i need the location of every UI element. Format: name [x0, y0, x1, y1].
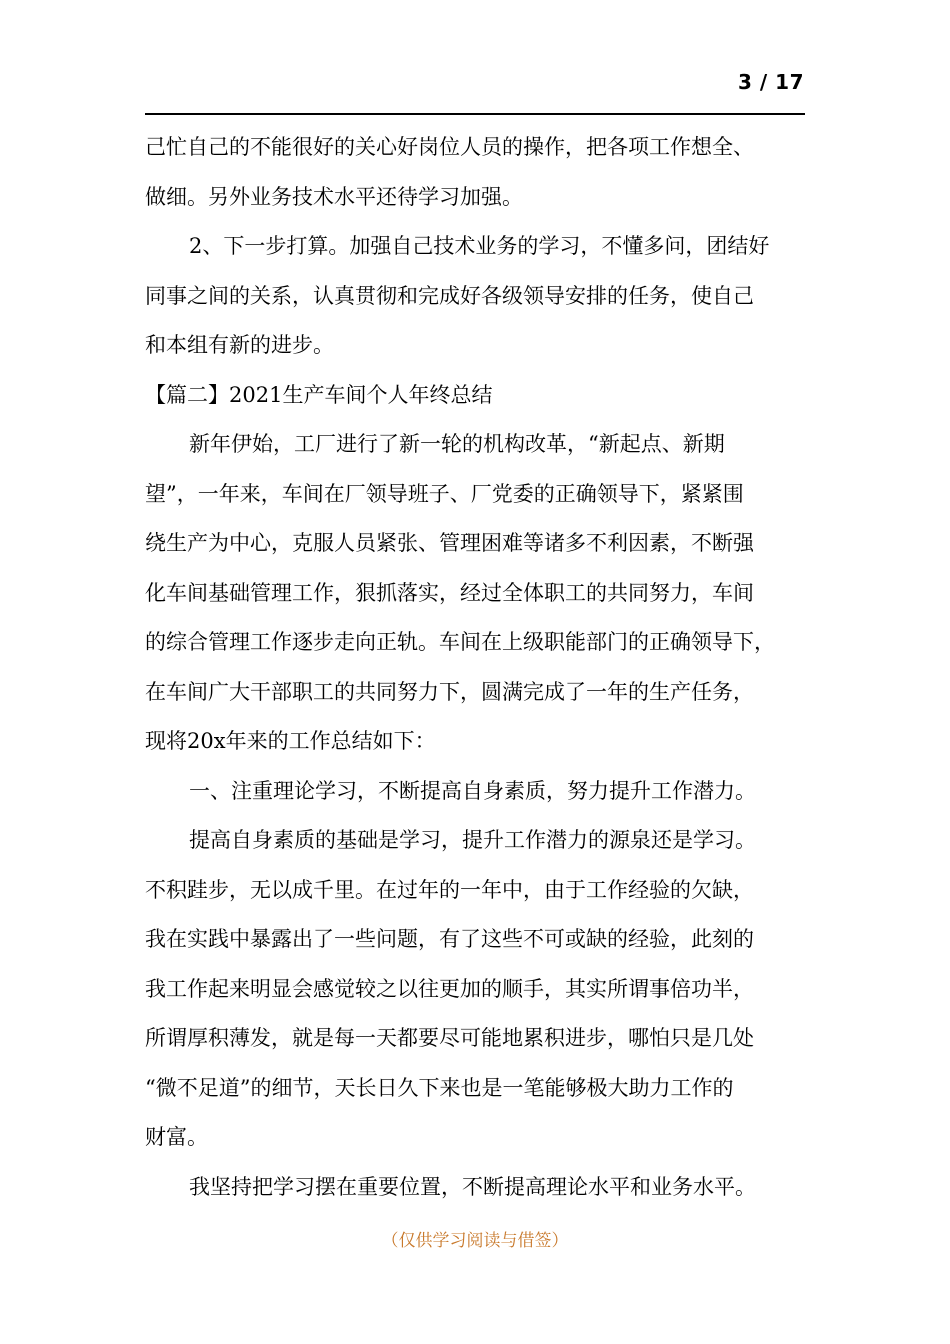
text-line: 我工作起来明显会感觉较之以往更加的顺手，其实所谓事倍功半， [145, 976, 754, 1001]
text-line: 同事之间的关系，认真贯彻和完成好各级领导安排的任务，使自己 [145, 283, 754, 308]
text-line: 做细。另外业务技术水平还待学习加强。 [145, 184, 523, 209]
text-line: 在车间广大干部职工的共同努力下，圆满完成了一年的生产任务， [145, 679, 754, 704]
text-line: 化车间基础管理工作，狠抓落实，经过全体职工的共同努力，车间 [145, 580, 754, 605]
text-line: 和本组有新的进步。 [145, 333, 334, 357]
text-line: 我坚持把学习摆在重要位置，不断提高理论水平和业务水平。 [189, 1174, 756, 1199]
document-body [145, 123, 809, 1212]
text-line: 的综合管理工作逐步走向正轨。车间在上级职能部门的正确领导下， [145, 630, 775, 654]
text-line: 【篇二】2021生产车间个人年终总结 [145, 382, 493, 407]
text-line: 提高自身素质的基础是学习，提升工作潜力的源泉还是学习。 [189, 828, 756, 852]
text-line: 新年伊始，工厂进行了新一轮的机构改革，“新起点、新期 [189, 432, 725, 456]
text-line: 2、下一步打算。加强自己技术业务的学习，不懂多问，团结好 [189, 234, 770, 258]
text-line: 一、注重理论学习，不断提高自身素质，努力提升工作潜力。 [189, 778, 756, 803]
text-line: 我在实践中暴露出了一些问题，有了这些不可或缺的经验，此刻的 [145, 927, 754, 951]
text-line: 所谓厚积薄发，就是每一天都要尽可能地累积进步，哪怕只是几处 [145, 1026, 754, 1050]
text-line: 财富。 [145, 1125, 208, 1149]
header-divider [145, 113, 805, 115]
footer-note: （仅供学习阅读与借签） [381, 1231, 569, 1251]
text-line: “微不足道”的细节，天长日久下来也是一笔能够极大助力工作的 [145, 1075, 734, 1100]
text-line: 望”，一年来，车间在厂领导班子、厂党委的正确领导下，紧紧围 [145, 481, 744, 506]
text-line: 不积跬步，无以成千里。在过年的一年中，由于工作经验的欠缺， [145, 877, 754, 902]
page-number: 3 / 17 [738, 70, 804, 94]
text-line: 现将20x年来的工作总结如下： [145, 729, 436, 753]
text-line: 己忙自己的不能很好的关心好岗位人员的操作，把各项工作想全、 [145, 135, 754, 159]
text-line: 绕生产为中心，克服人员紧张、管理困难等诸多不利因素，不断强 [145, 531, 754, 555]
